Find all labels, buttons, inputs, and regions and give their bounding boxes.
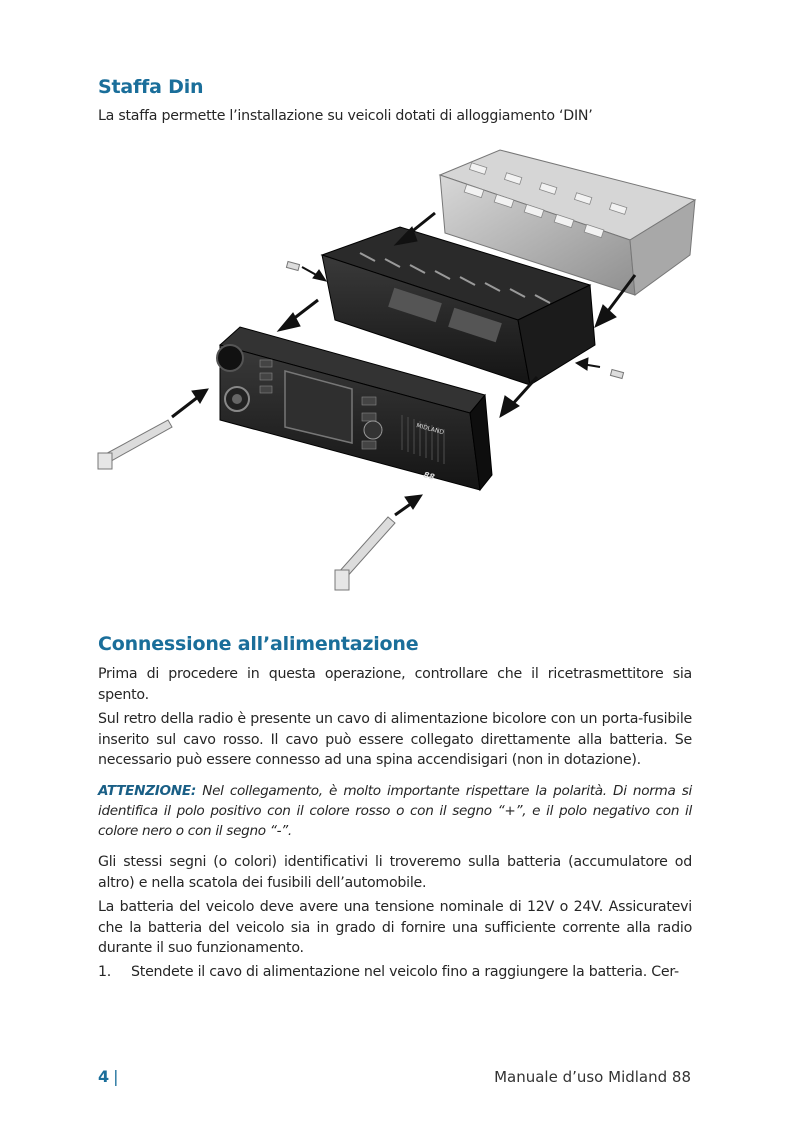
paragraph-spento: Prima di procedere in questa operazione, controllare che il ricetrasmettitore sia spento.	[98, 666, 692, 703]
attention-label: ATTENZIONE:	[98, 783, 197, 799]
paragraph-cavo: Sul retro della radio è presente un cavo di alimentazione bicolore con un porta-fusibile inserito sul cavo rosso. Il cavo può essere collegato direttamente alla batteria. Se necessario può essere connesso ad una spina accendisigari (non in dotazione).	[98, 711, 692, 768]
screw-left	[286, 262, 299, 271]
din-bracket-illustration	[90, 145, 702, 605]
release-key-left	[98, 420, 172, 469]
manual-title: Manuale d’uso Midland 88	[494, 1068, 691, 1086]
model-label: 88	[422, 470, 436, 482]
page-number-value: 4	[98, 1067, 110, 1086]
volume-knob	[217, 345, 243, 371]
page-number	[98, 1067, 119, 1086]
attention-text: Nel collegamento, è molto importante rispettare la polarità. Di norma si identifica il polo positivo con il colore rosso o con il segno “+”, e il polo negativo con il colore nero o con il segno “-”.	[98, 783, 692, 839]
brand-label: MIDLAND	[415, 422, 445, 437]
staffa-din-description: La staffa permette l’installazione su veicoli dotati di alloggiamento ‘DIN’	[98, 108, 593, 124]
paragraph-batteria: La batteria del veicolo deve avere una tensione nominale di 12V o 24V. Assicuratevi che la batteria del veicolo sia in grado di fornire una sufficiente corrente alla radio durante il suo funzionamento.	[98, 899, 692, 956]
step-1-text: Stendete il cavo di alimentazione nel veicolo fino a raggiungere la batteria. Cer-	[131, 964, 679, 980]
paragraph-segni: Gli stessi segni (o colori) identificativi li troveremo sulla batteria (accumulatore od altro) e nella scatola dei fusibili dell’automobile.	[98, 854, 692, 891]
section-title-staffa-din: Staffa Din	[98, 76, 204, 98]
step-1-number: 1.	[98, 964, 112, 980]
page-number-separator: |	[113, 1067, 119, 1086]
release-key-bottom	[335, 517, 395, 590]
dpad	[364, 421, 382, 439]
attention-note	[98, 781, 692, 841]
step-1	[98, 962, 692, 983]
screw-right	[610, 370, 623, 379]
section-title-connessione: Connessione all’alimentazione	[98, 633, 419, 655]
